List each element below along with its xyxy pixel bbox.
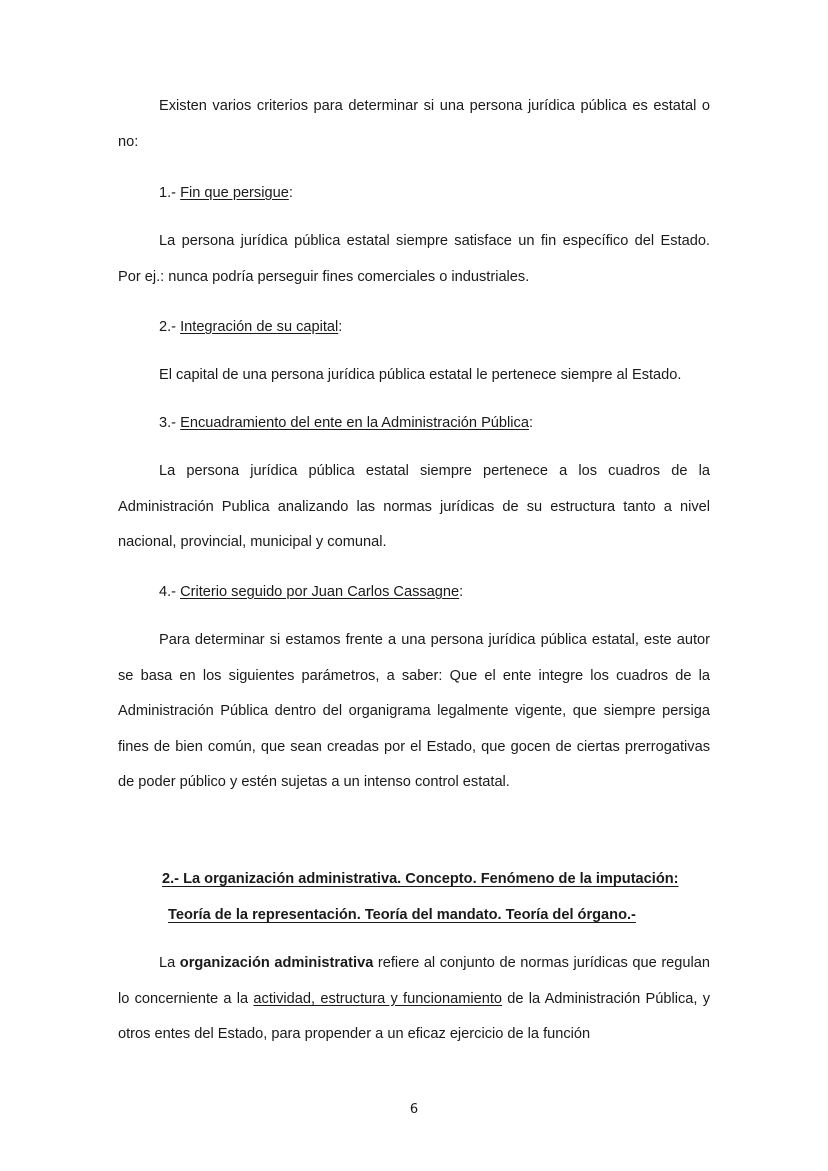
section-heading-line-2: Teoría de la representación. Teoría del mandato. Teoría del órgano.- bbox=[168, 907, 636, 923]
section-heading-line-1: 2.- La organización administrativa. Concepto. Fenómeno de la imputación: bbox=[162, 871, 679, 887]
intro-paragraph bbox=[118, 89, 710, 160]
criterion-2-text: El capital de una persona jurídica pública estatal le pertenece siempre al Estado. bbox=[159, 367, 682, 383]
criterion-2-number: 2.- bbox=[159, 319, 181, 335]
intro-text: Existen varios criterios para determinar si una persona jurídica pública es estatal o no: bbox=[118, 98, 710, 150]
criterion-4-number: 4.- bbox=[159, 584, 181, 600]
criterion-1-text: La persona jurídica pública estatal siempre satisface un fin específico del Estado. Por ej.: nunca podría perseguir fines comerciales o industriales. bbox=[118, 233, 710, 285]
closing-paragraph bbox=[118, 946, 710, 1053]
criterion-1-paragraph bbox=[118, 224, 710, 295]
criterion-3-number: 3.- bbox=[159, 415, 181, 431]
criterion-2-suffix: : bbox=[338, 319, 343, 335]
criterion-2-heading bbox=[159, 310, 342, 346]
criterion-1-title: Fin que persigue bbox=[180, 185, 289, 201]
criterion-1-suffix: : bbox=[288, 185, 293, 201]
page-number: 6 bbox=[409, 1102, 419, 1117]
criterion-4-text: Para determinar si estamos frente a una persona jurídica pública estatal, este autor se basa en los siguientes parámetros, a saber: Que el ente integre los cuadros de la Administración Pública dentro del organigrama legalmente vigente, que siempre persiga fines de bien común, que sean creadas por el Estado, que gocen de ciertas prerrogativas de poder público y estén sujetas a un intenso control estatal. bbox=[118, 632, 710, 790]
criterion-3-paragraph bbox=[118, 454, 710, 561]
criterion-1-number: 1.- bbox=[159, 185, 181, 201]
criterion-4-heading bbox=[159, 575, 463, 611]
criterion-4-suffix: : bbox=[459, 584, 464, 600]
criterion-3-text: La persona jurídica pública estatal siempre pertenece a los cuadros de la Administración Publica analizando las normas jurídicas de su estructura tanto a nivel nacional, provincial, municipal y comunal. bbox=[118, 463, 710, 550]
criterion-1-heading bbox=[159, 176, 293, 212]
closing-text-part-1: La bbox=[159, 955, 180, 971]
closing-bold-term: organización administrativa bbox=[179, 955, 374, 971]
criterion-4-paragraph bbox=[118, 623, 710, 801]
criterion-2-title: Integración de su capital bbox=[180, 319, 339, 335]
criterion-3-title: Encuadramiento del ente en la Administración Pública bbox=[180, 415, 529, 431]
closing-underlined-phrase: actividad, estructura y funcionamiento bbox=[253, 990, 503, 1007]
criterion-3-heading bbox=[159, 406, 533, 442]
criterion-2-paragraph bbox=[118, 358, 710, 394]
closing-text-part-2: refiere al conjunto de normas jurídicas que regulan lo concerniente a la bbox=[118, 955, 710, 1007]
criterion-4-title: Criterio seguido por Juan Carlos Cassagne bbox=[180, 584, 460, 600]
criterion-3-suffix: : bbox=[528, 415, 533, 431]
closing-text-part-3: de la Administración Pública, y otros entes del Estado, para propender a un eficaz ejercicio de la función bbox=[118, 990, 711, 1042]
